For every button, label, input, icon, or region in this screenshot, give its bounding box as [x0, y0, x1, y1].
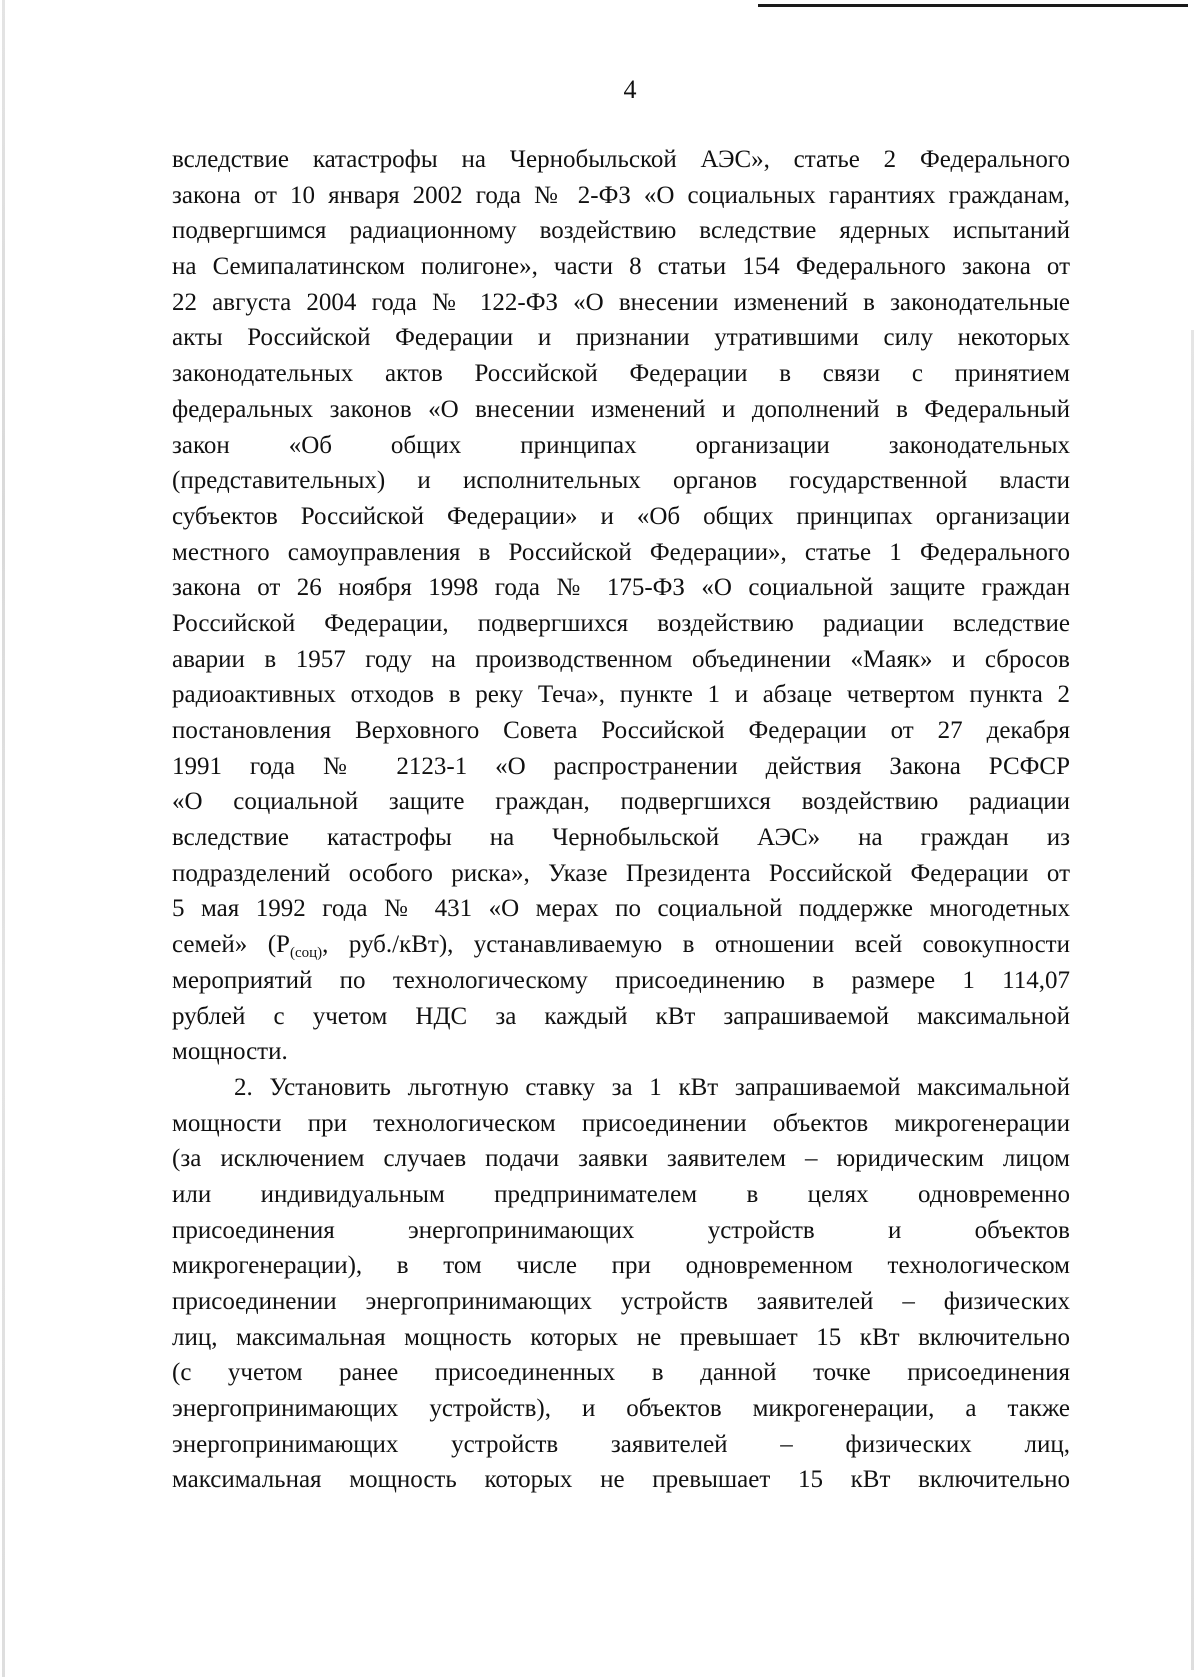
text-line: 2. Установить льготную ставку за 1 кВт запрашиваемой максимальной — [234, 1073, 1070, 1101]
text-line: 22 августа 2004 года № 122-ФЗ «О внесении изменений в законодательные — [172, 288, 1070, 316]
text-line: мощности при технологическом присоединении объектов микрогенерации — [172, 1109, 1070, 1137]
page-number: 4 — [623, 75, 637, 104]
text-line: 1991 года № 2123-1 «О распространении действия Закона РСФСР — [172, 752, 1070, 780]
subscript-soc: (соц) — [289, 945, 323, 962]
text-line: Российской Федерации, подвергшихся воздействию радиации вследствие — [172, 609, 1070, 637]
top-rule — [758, 4, 1188, 7]
text-line: (представительных) и исполнительных органов государственной власти — [172, 467, 1070, 495]
text-line: энергопринимающих устройств заявителей – физических лиц, — [172, 1430, 1070, 1458]
text-line: энергопринимающих устройств), и объектов микрогенерации, а также — [172, 1395, 1070, 1423]
text-line: 5 мая 1992 года № 431 «О мерах по социальной поддержке многодетных — [172, 895, 1070, 923]
text-line: постановления Верховного Совета Российской Федерации от 27 декабря — [172, 717, 1070, 744]
text-line: законодательных актов Российской Федерации в связи с принятием — [172, 360, 1070, 388]
text-line: присоединения энергопринимающих устройств и объектов — [172, 1216, 1070, 1244]
text-line-with-subscript — [172, 927, 1070, 963]
body-text — [172, 142, 1070, 1498]
text-line: «О социальной защите граждан, подвергшихся воздействию радиации — [172, 788, 1070, 816]
text-line: максимальная мощность которых не превышает 15 кВт включительно — [172, 1466, 1070, 1494]
text-line: присоединении энергопринимающих устройств заявителей – физических — [172, 1288, 1070, 1315]
text-line: федеральных законов «О внесении изменений и дополнений в Федеральный — [172, 395, 1070, 423]
text-line: субъектов Российской Федерации» и «Об общих принципах организации — [172, 502, 1070, 530]
text-line: закон «Об общих принципах организации законодательных — [172, 431, 1070, 459]
text-line: лиц, максимальная мощность которых не превышает 15 кВт включительно — [172, 1323, 1070, 1351]
scan-edge-right — [1191, 330, 1194, 1670]
text-line: мероприятий по технологическому присоединению в размере 1 114,07 — [172, 966, 1070, 994]
text-line: рублей с учетом НДС за каждый кВт запрашиваемой максимальной — [172, 1002, 1070, 1030]
text-line: подвергшимся радиационному воздействию вследствие ядерных испытаний — [172, 217, 1070, 245]
paragraph-1 — [172, 142, 1070, 1070]
text-line: подразделений особого риска», Указе Президента Российской Федерации от — [172, 859, 1070, 887]
text-line: акты Российской Федерации и признании утратившими силу некоторых — [172, 324, 1070, 352]
text-line: (с учетом ранее присоединенных в данной точке присоединения — [172, 1359, 1070, 1387]
text-line: мощности. — [172, 1038, 288, 1066]
text-line: или индивидуальным предпринимателем в целях одновременно — [172, 1180, 1070, 1208]
text-line: (за исключением случаев подачи заявки заявителем – юридическим лицом — [172, 1145, 1070, 1173]
scan-edge-left — [2, 0, 5, 1677]
text-line: закона от 26 ноября 1998 года № 175-ФЗ «О социальной защите граждан — [172, 574, 1070, 602]
paragraph-2 — [172, 1070, 1070, 1498]
text-line: местного самоуправления в Российской Федерации», статье 1 Федерального — [172, 538, 1070, 566]
text-line: закона от 10 января 2002 года № 2-ФЗ «О социальных гарантиях гражданам, — [172, 181, 1070, 209]
text-line: радиоактивных отходов в реку Теча», пункте 1 и абзаце четвертом пункта 2 — [172, 681, 1070, 709]
text-line: на Семипалатинском полигоне», части 8 статьи 154 Федерального закона от — [172, 253, 1070, 281]
text-line: аварии в 1957 году на производственном объединении «Маяк» и сбросов — [172, 645, 1070, 673]
text-line: вследствие катастрофы на Чернобыльской АЭС», статье 2 Федерального — [172, 146, 1070, 173]
line-segment: семей» (Р — [172, 931, 290, 959]
text-line: вследствие катастрофы на Чернобыльской АЭС» на граждан из — [172, 824, 1070, 852]
line-segment: , руб./кВт), устанавливаемую в отношении всей совокупности — [322, 931, 1070, 959]
text-line: микрогенерации), в том числе при одновременном технологическом — [172, 1252, 1070, 1280]
